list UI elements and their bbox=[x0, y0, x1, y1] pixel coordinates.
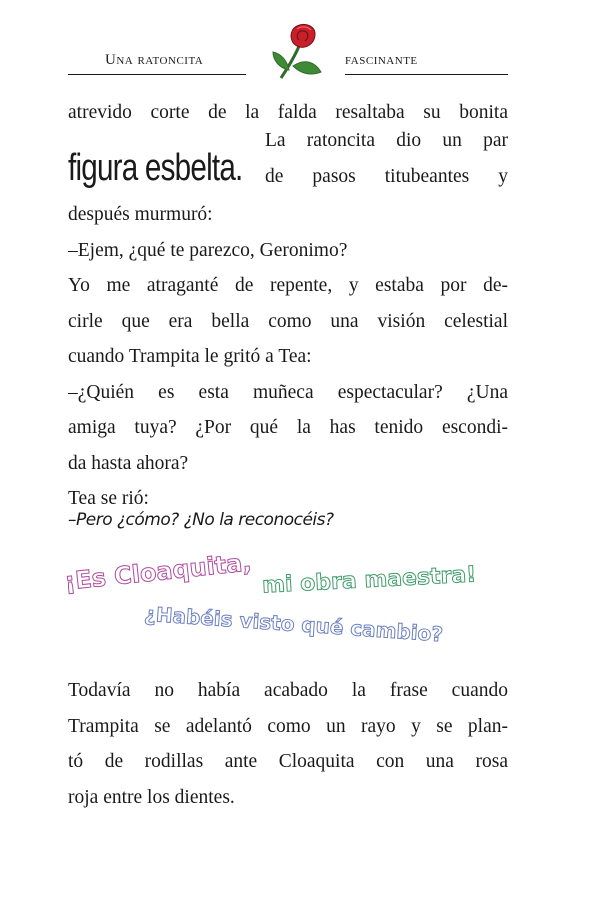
handwritten-line: –Pero ¿cómo? ¿No la reconocéis? bbox=[68, 510, 334, 530]
text-line: de pasos titubeantes y bbox=[265, 165, 508, 187]
text-line: –¿Quién es esta muñeca espectacular? ¿Una bbox=[68, 381, 508, 403]
header-title-right: fascinante bbox=[345, 52, 418, 68]
text-line: amiga tuya? ¿Por qué la has tenido escondi- bbox=[68, 417, 508, 438]
text-line: cuando Trampita le gritó a Tea: bbox=[68, 346, 312, 367]
text-line: atrevido corte de la falda resaltaba su bonita bbox=[68, 102, 508, 123]
fancy-text-part3: ¿Habéis visto qué cambio? bbox=[143, 601, 444, 647]
rose-icon bbox=[267, 20, 329, 86]
text-line: Yo me atraganté de repente, y estaba por de- bbox=[68, 275, 508, 296]
side-text-block bbox=[265, 130, 508, 201]
text-line: cirle que era bella como una visión celestial bbox=[68, 310, 508, 332]
emphasized-words: figura esbelta. bbox=[68, 147, 243, 189]
fancy-text-part1: ¡Es Cloaquita, bbox=[63, 548, 253, 596]
text-line: después murmuró: bbox=[68, 204, 213, 225]
text-line: Todavía no había acabado la frase cuando bbox=[68, 680, 508, 701]
dialogue-block bbox=[68, 197, 508, 517]
text-line: tó de rodillas ante Cloaquita con una rosa bbox=[68, 751, 508, 772]
text-line: da hasta ahora? bbox=[68, 452, 189, 474]
header-rule-right bbox=[345, 74, 508, 75]
closing-paragraph bbox=[68, 673, 508, 815]
header-rule-left bbox=[68, 74, 246, 75]
page-header bbox=[0, 0, 600, 90]
paragraph-first-line bbox=[68, 95, 508, 131]
text-line: roja entre los dientes. bbox=[68, 786, 235, 808]
fancy-text-part2: mi obra maestra! bbox=[261, 562, 477, 599]
text-line: –Ejem, ¿qué te parezco, Geronimo? bbox=[68, 239, 348, 261]
text-line: Trampita se adelantó como un rayo y se plan- bbox=[68, 715, 508, 737]
text-line: La ratoncita dio un par bbox=[265, 130, 508, 151]
header-title-left: Una ratoncita bbox=[105, 52, 204, 68]
text-line: Tea se rió: bbox=[68, 488, 149, 509]
